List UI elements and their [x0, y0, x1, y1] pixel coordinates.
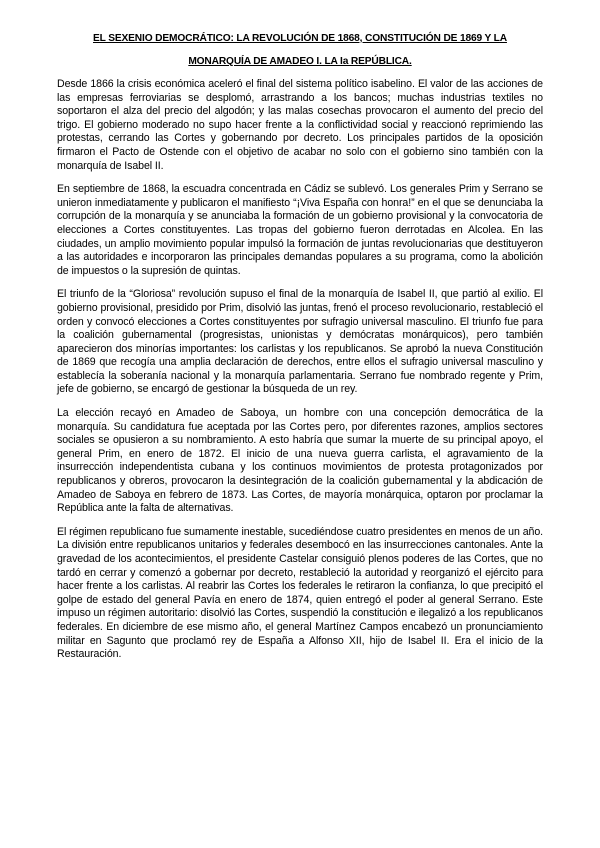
- paragraph-revolution-1868: En septiembre de 1868, la escuadra concentrada en Cádiz se sublevó. Los generales Prim y Serrano se unieron inmediatamente y publicaron el manifiesto “¡Viva España con honra!” en el que se denunciaba la corrupción de la monarquía y se anunciaba la formación de un gobierno provisional y la convocatoria de elecciones a Cortes constituyentes. Las tropas del gobierno fueron derrotadas en Alcolea. En las ciudades, un amplio movimiento popular impulsó la formación de juntas revolucionarias que destituyeron a las autoridades e incorporaron las principales demandas populares a su programa, como la abolición de impuestos o la supresión de quintas.: [57, 183, 543, 277]
- document-title: [57, 27, 543, 73]
- title-line-1: EL SEXENIO DEMOCRÁTICO: LA REVOLUCIÓN DE 1868, CONSTITUCIÓN DE 1869 Y LA: [93, 33, 507, 44]
- paragraph-crisis: Desde 1866 la crisis económica aceleró el final del sistema político isabelino. El valor de las acciones de las empresas ferroviarias se desplomó, arrastrando a los bancos; muchas industrias textiles no soportaron el alza del precio del algodón; y las malas cosechas provocaron el aumento del precio del trigo. El gobierno moderado no supo hacer frente a la conflictividad social y reaccionó reprimiendo las protestas, cerrando las Cortes y gobernando por decreto. Los principales partidos de la oposición firmaron el Pacto de Ostende con el objetivo de acabar no solo con el gobierno sino también con la monarquía de Isabel II.: [57, 78, 543, 172]
- title-line-2: MONARQUÍA DE AMADEO I. LA Ia REPÚBLICA.: [188, 56, 412, 67]
- paragraph-amadeo: La elección recayó en Amadeo de Saboya, un hombre con una concepción democrática de la monarquía. Su candidatura fue aceptada por las Cortes pero, por diferentes razones, amplios sectores sociales se opusieron a su nombramiento. A esto habría que sumar la muerte de su principal apoyo, el general Prim, en enero de 1872. El inicio de una nueva guerra carlista, el agravamiento de la insurrección independentista cubana y los continuos movimientos de protesta protagonizados por republicanos y obreros, provocaron la desintegración de la coalición gubernamental y la abdicación de Amadeo de Saboya en febrero de 1873. Las Cortes, de mayoría monárquica, optaron por proclamar la República ante la falta de alternativas.: [57, 407, 543, 515]
- paragraph-republic: El régimen republicano fue sumamente inestable, sucediéndose cuatro presidentes en menos de un año. La división entre republicanos unitarios y federales desembocó en las insurrecciones cantonales. Ante la gravedad de los acontecimientos, el presidente Castelar consiguió plenos poderes de las Cortes, que no tardó en cerrar y comenzó a gobernar por decreto, restableció la autoridad y reorganizó el ejército para hacer frente a los carlistas. Al reabrir las Cortes los federales le retiraron la confianza, lo que precipitó el golpe de estado del general Pavía en enero de 1874, quien entregó el poder al general Serrano. Este impuso un régimen autoritario: disolvió las Cortes, suspendió la constitución e ilegalizó a los republicanos federales. En diciembre de ese mismo año, el general Martínez Campos encabezó un pronunciamiento militar en Sagunto que proclamó rey de España a Alfonso XII, hijo de Isabel II. Era el inicio de la Restauración.: [57, 525, 544, 661]
- paragraph-gloriosa-constitution: El triunfo de la “Gloriosa” revolución supuso el final de la monarquía de Isabel II, que partió al exilio. El gobierno provisional, presidido por Prim, disolvió las juntas, frenó el proceso revolucionario, restableció el orden y convocó elecciones a Cortes constituyentes por sufragio universal masculino. El triunfo fue para la coalición gubernamental (progresistas, unionistas y demócratas monárquicos), pero también aparecieron dos minorías importantes: los carlistas y los republicanos. Se aprobó la nueva Constitución de 1869 que recogía una amplia declaración de derechos, entre ellos el sufragio universal masculino y establecía la soberanía nacional y la monarquía parlamentaria. Serrano fue nombrado regente y Prim, jefe de gobierno, se encargó de gestionar la búsqueda de un rey.: [57, 288, 543, 396]
